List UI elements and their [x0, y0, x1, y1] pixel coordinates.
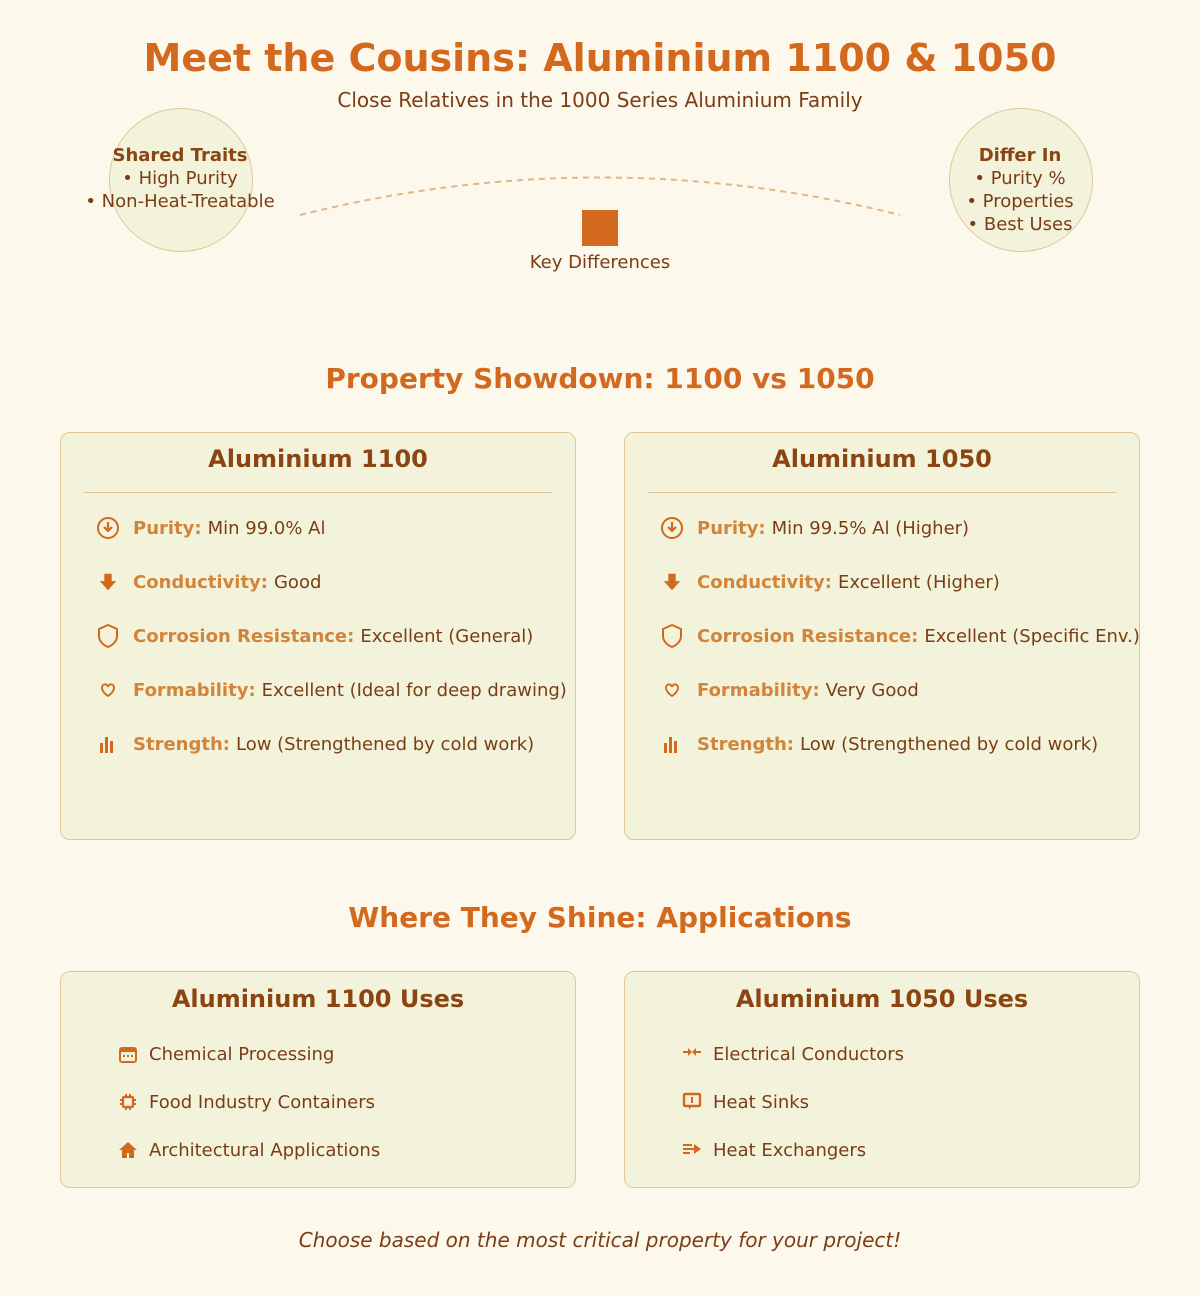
use-label: Electrical Conductors	[713, 1043, 905, 1065]
prop-label: Formability:	[133, 679, 256, 701]
card-1050-uses	[624, 971, 1140, 1188]
prop-row-corrosion	[95, 623, 533, 649]
conductivity-icon	[659, 569, 685, 595]
purity-icon	[659, 515, 685, 541]
use-item	[681, 1041, 904, 1067]
differ-in-item: • Properties	[966, 191, 1074, 212]
prop-row-strength	[95, 731, 534, 757]
differ-in-item: • Purity %	[974, 168, 1066, 189]
footer-note: Choose based on the most critical property for your project!	[298, 1228, 902, 1252]
card-aluminium-1100	[60, 432, 576, 840]
card-title: Aluminium 1100	[208, 445, 428, 473]
shield-icon	[659, 623, 685, 649]
key-differences-square	[582, 210, 618, 246]
card-title: Aluminium 1050	[772, 445, 992, 473]
shared-trait-item: • Non-Heat-Treatable	[85, 191, 275, 212]
use-label: Food Industry Containers	[149, 1091, 375, 1113]
card-1100-uses	[60, 971, 576, 1188]
heat-sink-icon	[681, 1091, 703, 1113]
use-item	[117, 1137, 380, 1163]
use-item	[681, 1137, 866, 1163]
page-title: Meet the Cousins: Aluminium 1100 & 1050	[143, 36, 1057, 80]
shared-trait-item: • High Purity	[122, 168, 238, 189]
prop-row-conductivity	[659, 569, 1000, 595]
shield-icon	[95, 623, 121, 649]
shared-traits-text	[60, 144, 300, 213]
key-differences-label: Key Differences	[529, 252, 671, 273]
showdown-title: Property Showdown: 1100 vs 1050	[325, 362, 875, 395]
prop-value: Excellent (Ideal for deep drawing)	[261, 679, 567, 701]
differ-in-title: Differ In	[978, 145, 1062, 166]
prop-row-corrosion	[659, 623, 1140, 649]
shared-traits-title: Shared Traits	[112, 145, 248, 166]
prop-label: Conductivity:	[697, 571, 832, 593]
differ-in-text	[900, 144, 1140, 236]
use-label: Chemical Processing	[149, 1043, 335, 1065]
prop-label: Conductivity:	[133, 571, 268, 593]
prop-label: Purity:	[697, 517, 766, 539]
prop-label: Corrosion Resistance:	[697, 625, 919, 647]
conductivity-icon	[95, 569, 121, 595]
use-label: Architectural Applications	[149, 1139, 381, 1161]
connector-icon	[681, 1043, 703, 1065]
prop-row-formability	[95, 677, 567, 703]
use-item	[117, 1089, 375, 1115]
prop-label: Formability:	[697, 679, 820, 701]
calendar-icon	[117, 1043, 139, 1065]
prop-row-purity	[95, 515, 325, 541]
card-divider	[648, 492, 1116, 493]
bar-chart-icon	[95, 731, 121, 757]
prop-value: Very Good	[825, 679, 919, 701]
prop-value: Low (Strengthened by cold work)	[799, 733, 1099, 755]
prop-row-formability	[659, 677, 919, 703]
prop-value: Min 99.0% Al	[207, 517, 326, 539]
prop-label: Corrosion Resistance:	[133, 625, 355, 647]
use-label: Heat Sinks	[713, 1091, 810, 1113]
heart-icon	[95, 677, 121, 703]
prop-value: Low (Strengthened by cold work)	[235, 733, 535, 755]
prop-row-conductivity	[95, 569, 321, 595]
page-subtitle: Close Relatives in the 1000 Series Aluminium Family	[337, 88, 863, 112]
prop-value: Min 99.5% Al (Higher)	[771, 517, 970, 539]
differ-in-item: • Best Uses	[967, 214, 1073, 235]
purity-icon	[95, 515, 121, 541]
prop-value: Excellent (Higher)	[837, 571, 1000, 593]
use-item	[681, 1089, 809, 1115]
heart-icon	[659, 677, 685, 703]
home-icon	[117, 1139, 139, 1161]
prop-label: Strength:	[697, 733, 794, 755]
applications-title: Where They Shine: Applications	[348, 901, 852, 934]
card-divider	[84, 492, 552, 493]
prop-row-purity	[659, 515, 969, 541]
card-title: Aluminium 1050 Uses	[735, 985, 1029, 1013]
chip-icon	[117, 1091, 139, 1113]
prop-value: Good	[273, 571, 322, 593]
prop-label: Purity:	[133, 517, 202, 539]
prop-row-strength	[659, 731, 1098, 757]
bar-chart-icon	[659, 731, 685, 757]
card-aluminium-1050	[624, 432, 1140, 840]
use-label: Heat Exchangers	[713, 1139, 867, 1161]
card-title: Aluminium 1100 Uses	[171, 985, 465, 1013]
prop-value: Excellent (Specific Env.)	[924, 625, 1140, 647]
prop-value: Excellent (General)	[360, 625, 534, 647]
prop-label: Strength:	[133, 733, 230, 755]
exchanger-icon	[681, 1139, 703, 1161]
use-item	[117, 1041, 334, 1067]
